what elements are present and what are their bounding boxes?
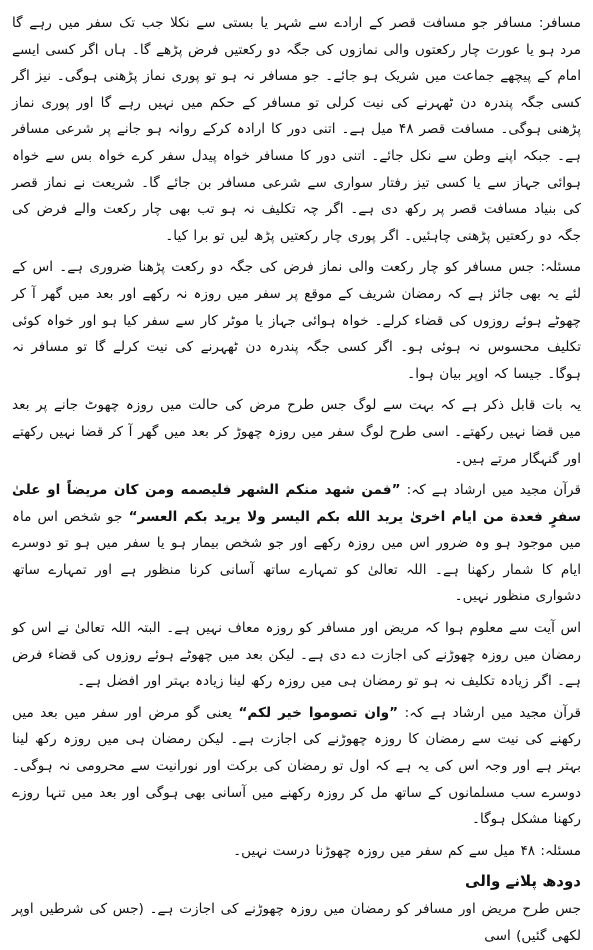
quran-arabic-verse-2: ”وان تصوموا خير لكم“ bbox=[238, 704, 399, 721]
quran-translation-2: یعنی گو مرض اور سفر میں بعد میں رکھنے کی نیت سے رمضان کا روزہ چھوڑنے کی اجازت ہے۔ لیکن رمضان ہی میں روزہ رکھ لینا بہتر ہے اور وجہ اس کی یہ ہے کہ اول تو رمضان کی برکت اور نورانیت سے محرومی نہ ہوگی۔ دوسرے سب مسلمانوں کے ساتھ مل کر روزہ رکھنے میں آسانی بھی ہوگی اور بعد میں تنہا روزے رکھنا مشکل ہوگا۔ bbox=[12, 704, 581, 828]
quran-block-1 bbox=[12, 477, 581, 610]
paragraph-masala-48-mile: مسئلہ: ۴۸ میل سے کم سفر میں روزہ چھوڑنا درست نہیں۔ bbox=[233, 842, 581, 859]
paragraph-last: جس طرح مریض اور مسافر کو رمضان میں روزہ چھوڑنے کی اجازت ہے۔ (جس کی شرطیں اوپر لکھی گئیں) اسی bbox=[12, 901, 581, 944]
quran-intro-2: قرآن مجید میں ارشاد ہے کہ: bbox=[404, 704, 582, 721]
quran-block-2 bbox=[12, 700, 581, 833]
quran-arabic-verse-1: ”فمن شهد منكم الشهر فليصمه ومن كان مريضاً او علىٰ سفرٍ فعدة من ايام اخرىٰ يريد الله بكم اليسر ولا يريد بكم العسر“ bbox=[12, 482, 582, 525]
paragraph-masala-qasr: مسئلہ: جس مسافر کو چار رکعت والی نماز فرض کی جگہ دو رکعت پڑھنا ضروری ہے۔ اس کے لئے یہ بھی جائز ہے کہ رمضان شریف کے موقع پر سفر میں روزہ نہ رکھے اور بعد میں گھر آ کر چھوٹے ہوئے روزوں کی قضاء کرلے۔ خواہ ہوائی جہاز یا موٹر کار سے سفر کیا ہو اور خواہ کوئی تکلیف محسوس نہ ہوئی ہو۔ اگر کسی جگہ پندرہ دن ٹھہرنے کی نیت کرلے گا تو مسافر نہ ہوگا۔ جیسا کہ اوپر بیان ہوا۔ bbox=[12, 259, 581, 382]
paragraph-after-verse: اس آیت سے معلوم ہوا کہ مریض اور مسافر کو روزہ معاف نہیں ہے۔ البتہ اللہ تعالیٰ نے اس کو رمضان میں روزہ چھوڑنے کی اجازت دے دی ہے۔ لیکن بعد میں چھوٹے ہوئے روزوں کی قضاء فرض ہے۔ اگر زیادہ تکلیف نہ ہو تو رمضان ہی میں روزہ رکھ لینا زیادہ بہتر اور افضل ہے۔ bbox=[12, 620, 581, 690]
quran-intro-1: قرآن مجید میں ارشاد ہے کہ: bbox=[406, 482, 581, 499]
paragraph-musafir: مسافر: مسافر جو مسافت قصر کے ارادے سے شہر یا بستی سے نکلا جب تک سفر میں رہے گا مرد ہو یا عورت چار رکعتوں والی نمازوں کی جگہ دو رکعتیں فرض پڑھے گا۔ ہاں اگر کسی ایسے امام کے پیچھے جماعت میں شریک ہو جائے۔ جو مسافر نہ ہو تو پوری نماز پڑھنی ہوگی۔ نیز اگر کسی جگہ پندرہ دن ٹھہرنے کی نیت کرلی تو مسافر کے حکم میں نہیں رہے گا اور پوری نماز پڑھنی ہوگی۔ مسافت قصر ۴۸ میل ہے۔ اتنی دور کا ارادہ کرکے روانہ ہو جانے پر شرعی مسافر ہے۔ جبکہ اپنے وطن سے نکل جائے۔ اتنی دور کا مسافر خواہ پیدل سفر کرے خواہ بس سے خواہ ہوائی جہاز سے یا کسی تیز رفتار سواری سے شرعی مسافر بن جائے گا۔ شریعت نے نماز قصر کی بنیاد مسافت قصر پر رکھ دی ہے۔ اگر چہ تکلیف نہ ہو تب بھی چار رکعت والے فرض کی جگہ دو رکعتیں پڑھنی چاہئیں۔ اگر پوری چار رکعتیں پڑھ لیں تو برا کیا۔ bbox=[12, 15, 581, 244]
section-heading-doodh-pilane-wali: دودھ پلانے والی bbox=[465, 872, 581, 891]
paragraph-qaza-note: یہ بات قابل ذکر ہے کہ بہت سے لوگ جس طرح مرض کی حالت میں روزہ چھوٹ جانے پر بعد میں قضا نہیں رکھتے۔ اسی طرح لوگ سفر میں روزہ چھوڑ کر بعد میں گھر آ کر قضا نہیں رکھتے اور گنہگار مرتے ہیں۔ bbox=[12, 397, 581, 467]
quran-translation-1: جو شخص اس ماہ میں موجود ہو وہ ضرور اس میں روزہ رکھے اور جو شخص بیمار ہو یا سفر میں ہو تو دوسرے ایام کا شمار رکھنا ہے۔ اللہ تعالیٰ کو تمہارے ساتھ آسانی کرنا منظور ہے اور تمہارے ساتھ دشواری منظور نہیں۔ bbox=[12, 508, 581, 605]
